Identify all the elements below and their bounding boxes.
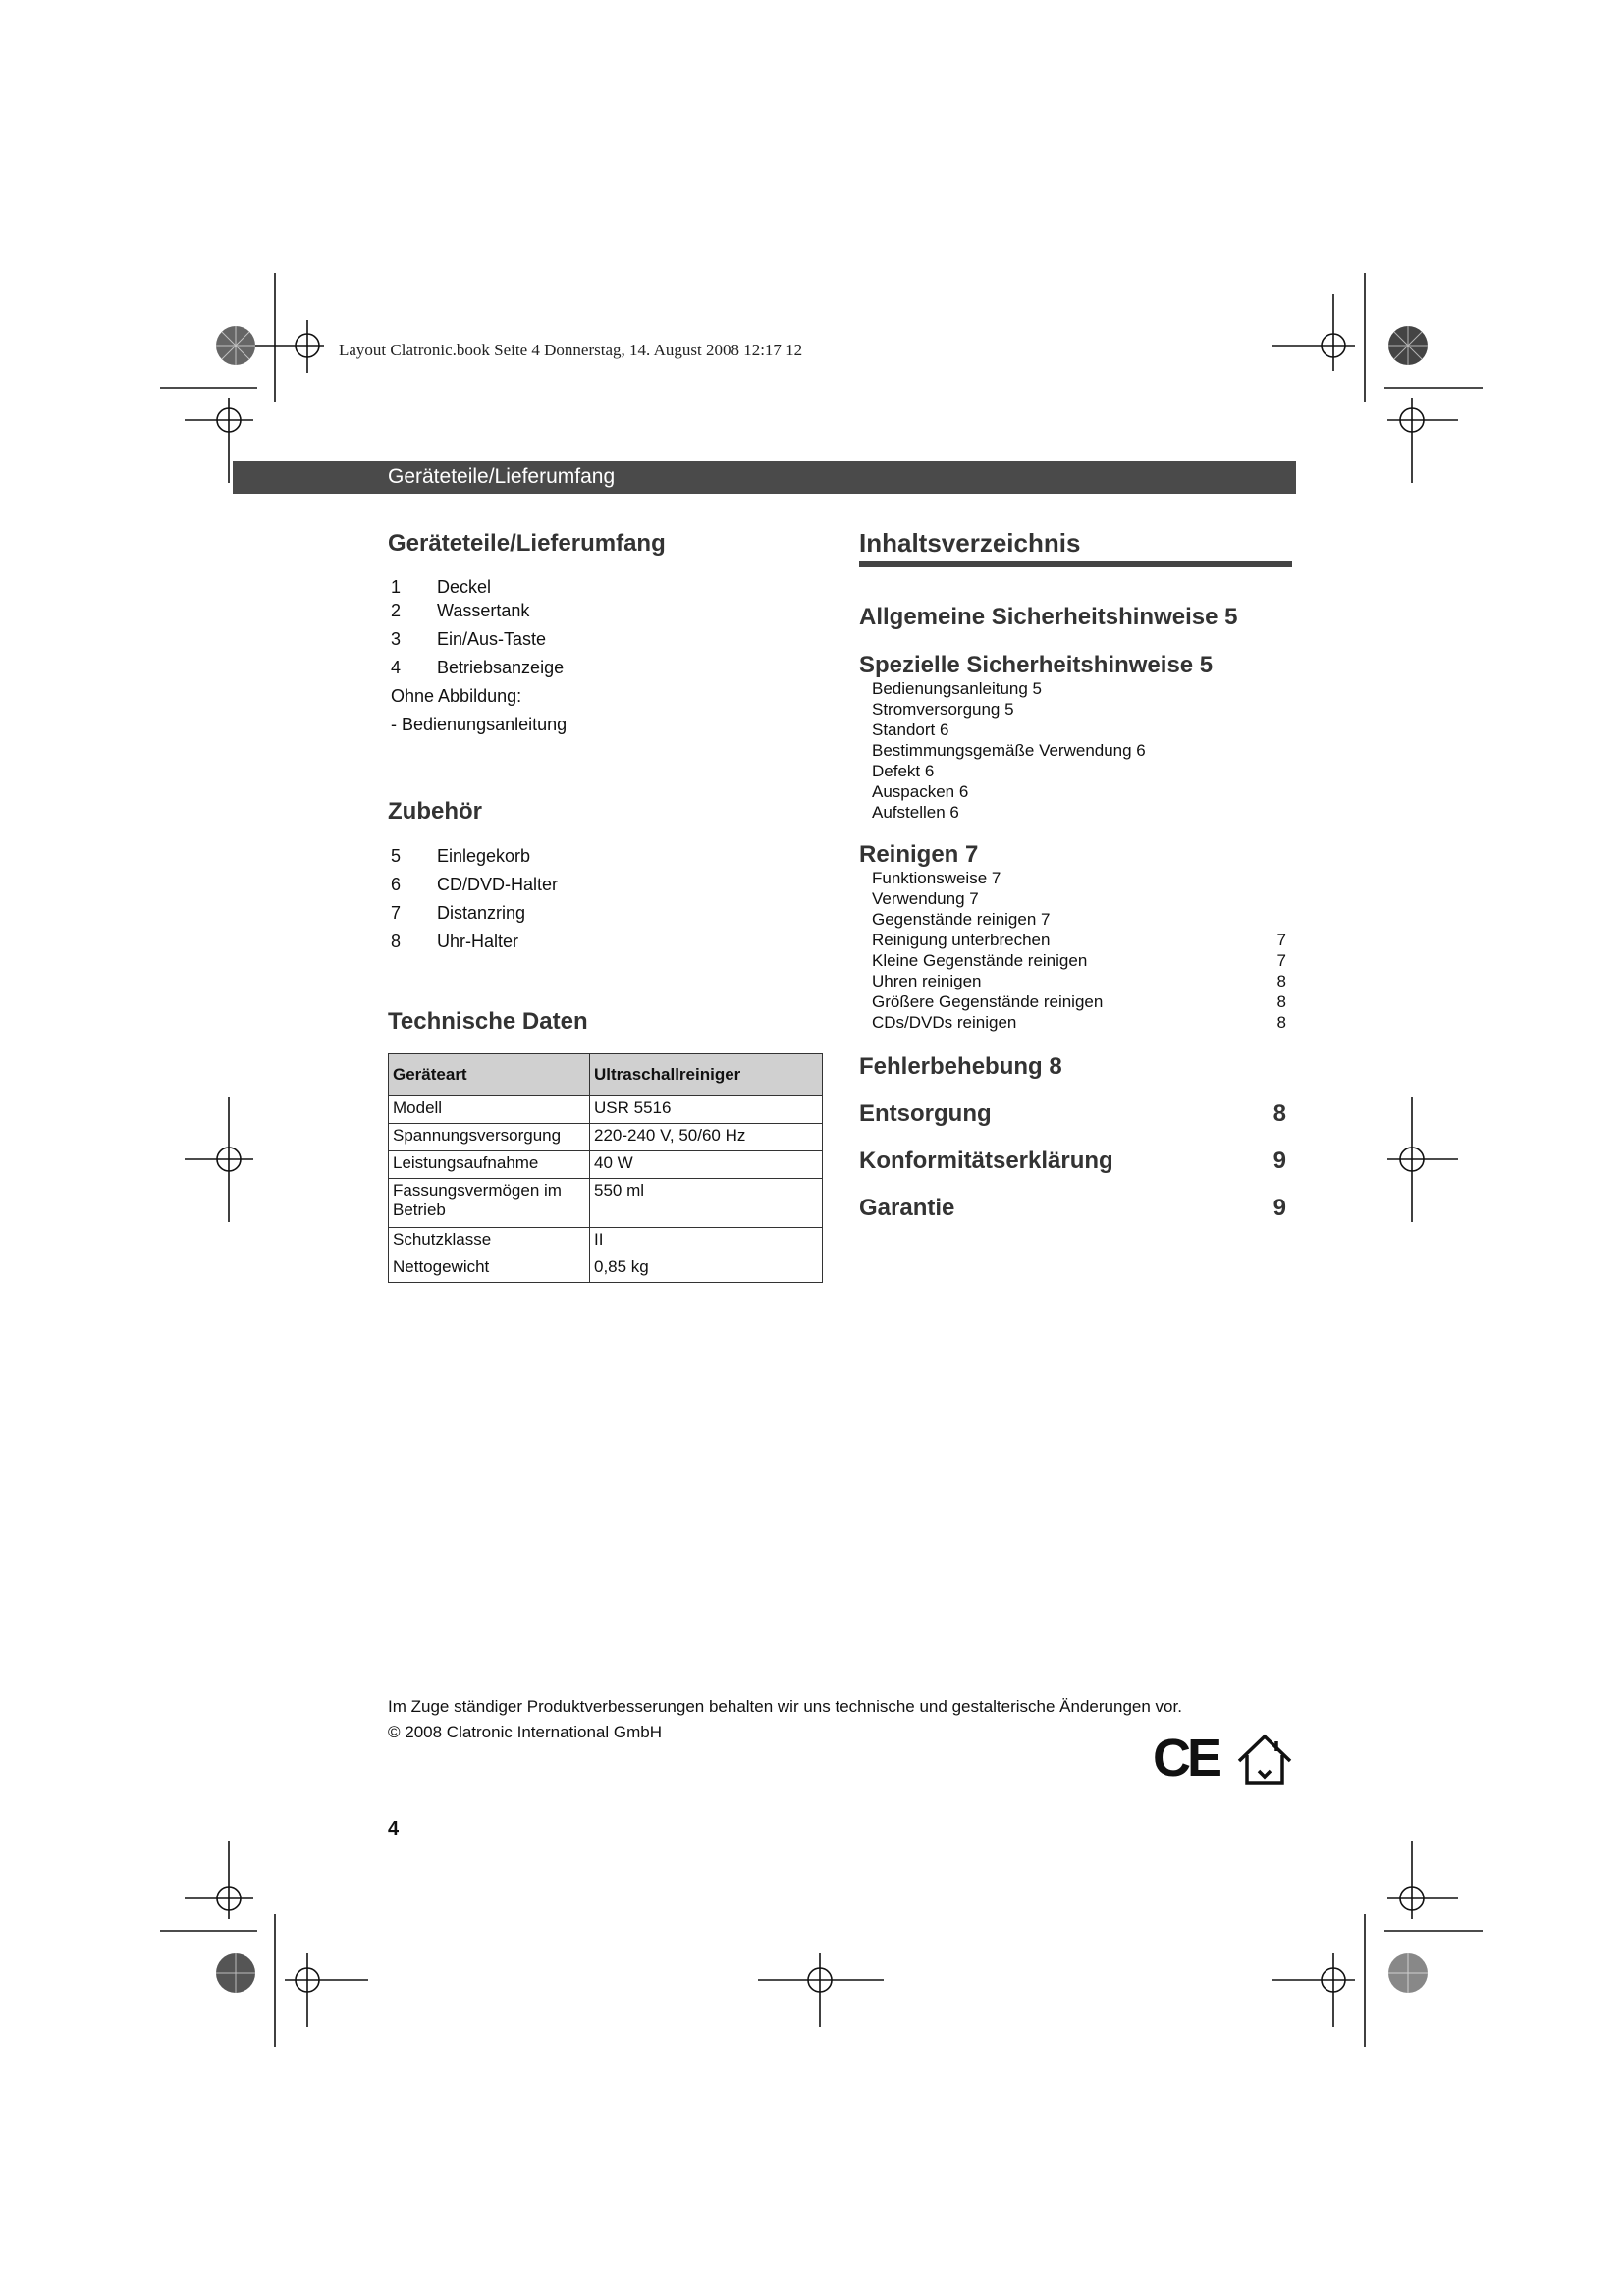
without-figure-label: Ohne Abbildung: (391, 686, 522, 706)
toc-entry: Größere Gegenstände reinigen 8 (872, 992, 1286, 1011)
header-band-label: Geräteteile/Lieferumfang (388, 465, 616, 488)
toc-heading: Garantie 9 (859, 1195, 1286, 1221)
table-row: Modell USR 5516 (389, 1096, 823, 1124)
manual-item: - Bedienungsanleitung (391, 715, 568, 734)
table-row: Fassungsvermögen im Betrieb 550 ml (389, 1179, 823, 1228)
table-row: Spannungsversorgung 220-240 V, 50/60 Hz (389, 1124, 823, 1151)
toc-entry: Verwendung 7 (872, 889, 979, 908)
footer-copyright: © 2008 Clatronic International GmbH (388, 1723, 662, 1741)
table-row: Nettogewicht 0,85 kg (389, 1255, 823, 1283)
toc-entry: Stromversorgung 5 (872, 700, 1014, 719)
footer-notice: Im Zuge ständiger Produktverbesserungen behalten wir uns technische und gestalterische Änderungen vor. (388, 1697, 1182, 1716)
parts-title: Geräteteile/Lieferumfang (388, 530, 666, 557)
toc-entry: Kleine Gegenstände reinigen 7 (872, 951, 1286, 970)
toc-entry: Defekt 6 (872, 762, 935, 780)
toc-heading: Konformitätserklärung 9 (859, 1148, 1286, 1174)
toc-heading: Spezielle Sicherheitshinweise 5 (859, 652, 1214, 678)
toc-entry: Funktionsweise 7 (872, 869, 1001, 887)
toc-entry: CDs/DVDs reinigen 8 (872, 1013, 1286, 1032)
toc-heading: Entsorgung 8 (859, 1100, 1286, 1127)
toc-entry: Auspacken 6 (872, 782, 969, 801)
accessories-title: Zubehör (388, 798, 482, 825)
ce-mark: CE (1153, 1730, 1296, 1787)
toc-heading: Reinigen 7 (859, 841, 979, 868)
page-number: 4 (388, 1818, 400, 1840)
house-icon (1235, 1732, 1294, 1787)
table-header-cell: Geräteart (389, 1054, 590, 1096)
header-band (233, 461, 1296, 494)
toc-entry: Uhren reinigen 8 (872, 972, 1286, 990)
toc-entry: Standort 6 (872, 721, 949, 739)
table-header-cell: Ultraschallreiniger (590, 1054, 823, 1096)
print-slug: Layout Clatronic.book Seite 4 Donnerstag, 14. August 2008 12:17 12 (339, 341, 803, 359)
table-row: Leistungsaufnahme 40 W (389, 1151, 823, 1179)
toc-entry: Gegenstände reinigen 7 (872, 910, 1051, 929)
table-row: Schutzklasse II (389, 1228, 823, 1255)
toc-heading: Fehlerbehebung 8 (859, 1053, 1062, 1080)
toc-title: Inhaltsverzeichnis (859, 528, 1081, 558)
tech-title: Technische Daten (388, 1008, 588, 1035)
toc-entry: Aufstellen 6 (872, 803, 959, 822)
toc-entry: Reinigung unterbrechen 7 (872, 931, 1286, 949)
toc-entry: Bedienungsanleitung 5 (872, 679, 1042, 698)
toc-heading: Allgemeine Sicherheitshinweise 5 (859, 604, 1238, 630)
toc-entry: Bestimmungsgemäße Verwendung 6 (872, 741, 1146, 760)
toc-rule (859, 561, 1292, 567)
tech-table (388, 1053, 823, 1283)
